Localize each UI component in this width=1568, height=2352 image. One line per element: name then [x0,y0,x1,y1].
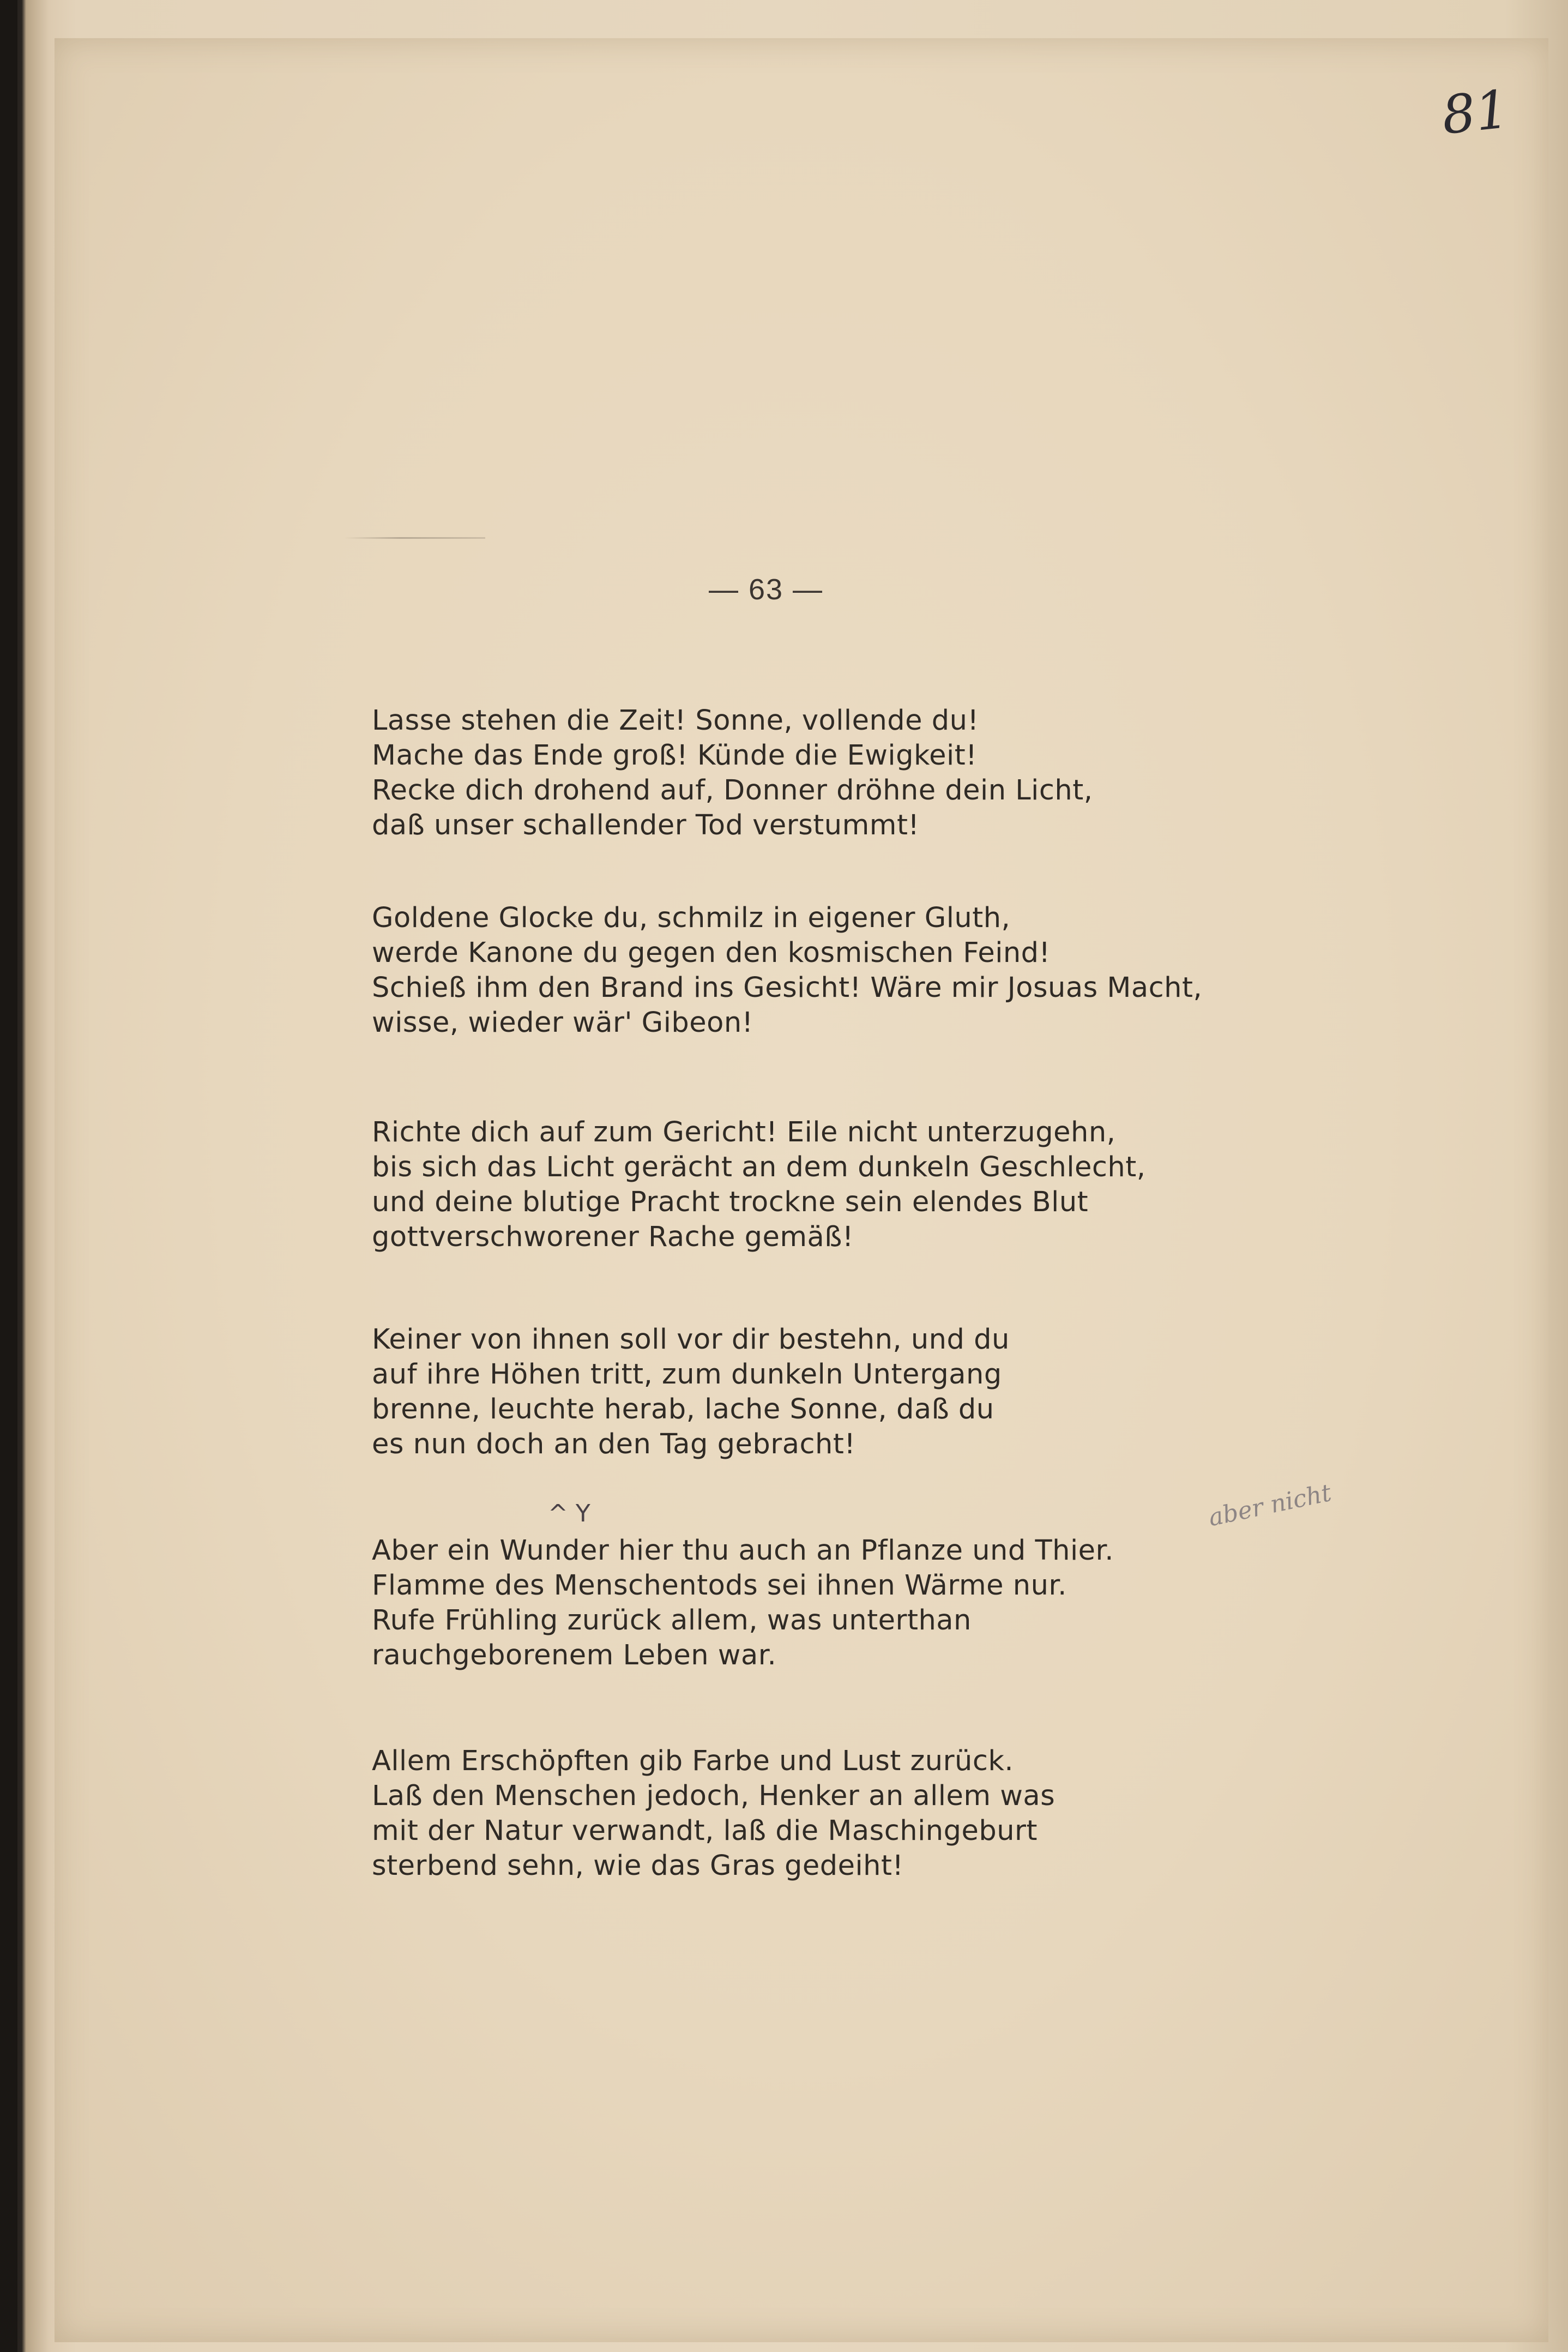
verse-line: daß unser schallender Tod verstummt! [372,809,920,841]
verse-line: Recke dich drohend auf, Donner dröhne dein Licht, [372,774,1093,807]
verse-line: brenne, leuchte herab, lache Sonne, daß du [372,1393,994,1425]
verse-line: Rufe Frühling zurück allem, was unterthan [372,1604,972,1637]
verse-line: Allem Erschöpften gib Farbe und Lust zurück. [372,1745,1014,1777]
verse-line: Mache das Ende groß! Künde die Ewigkeit! [372,739,978,772]
stanza-1 [372,703,1201,843]
verse-line: Flamme des Menschentods sei ihnen Wärme nur. [372,1569,1067,1602]
verse-line: Richte dich auf zum Gericht! Eile nicht unterzugehn, [372,1116,1116,1148]
verse-line: sterbend sehn, wie das Gras gedeiht! [372,1850,904,1882]
handwritten-margin-note: aber nicht [1206,1478,1334,1532]
verse-line: Schieß ihm den Brand ins Gesicht! Wäre mir Josuas Macht, [372,972,1203,1004]
verse-line: Laß den Menschen jedoch, Henker an allem was [372,1780,1056,1812]
verse-line: gottverschworener Rache gemäß! [372,1221,854,1253]
verse-line: Lasse stehen die Zeit! Sonne, vollende du! [372,705,979,737]
verse-line: rauchgeborenem Leben war. [372,1639,777,1671]
handwritten-folio-number: 81 [1439,78,1512,147]
verse-line: und deine blutige Pracht trockne sein elendes Blut [372,1186,1089,1218]
stanza-3 [372,1115,1201,1255]
printed-page-number: — 63 — [708,573,824,606]
stanza-5 [372,1533,1201,1673]
verse-line: mit der Natur verwandt, laß die Maschingeburt [372,1815,1038,1847]
handwritten-insertion-marks: ^ Y [548,1500,590,1527]
verse-line: wisse, wieder wär' Gibeon! [372,1007,753,1039]
stanza-4 [372,1322,1201,1462]
stanza-2 [372,901,1201,1040]
book-spine-edge [0,0,17,2352]
verse-line: auf ihre Höhen tritt, zum dunkeln Untergang [372,1358,1002,1391]
verse-line: Goldene Glocke du, schmilz in eigener Gluth, [372,902,1011,934]
verse-line: Aber ein Wunder hier thu auch an Pflanze und Thier. [372,1535,1114,1567]
stanza-6 [372,1744,1201,1884]
verse-line: Keiner von ihnen soll vor dir bestehn, und du [372,1324,1010,1356]
verse-line: bis sich das Licht gerächt an dem dunkeln Geschlecht, [372,1151,1146,1183]
faint-rule [343,537,485,539]
verse-line: werde Kanone du gegen den kosmischen Feind! [372,937,1051,969]
verse-line: es nun doch an den Tag gebracht! [372,1428,856,1460]
